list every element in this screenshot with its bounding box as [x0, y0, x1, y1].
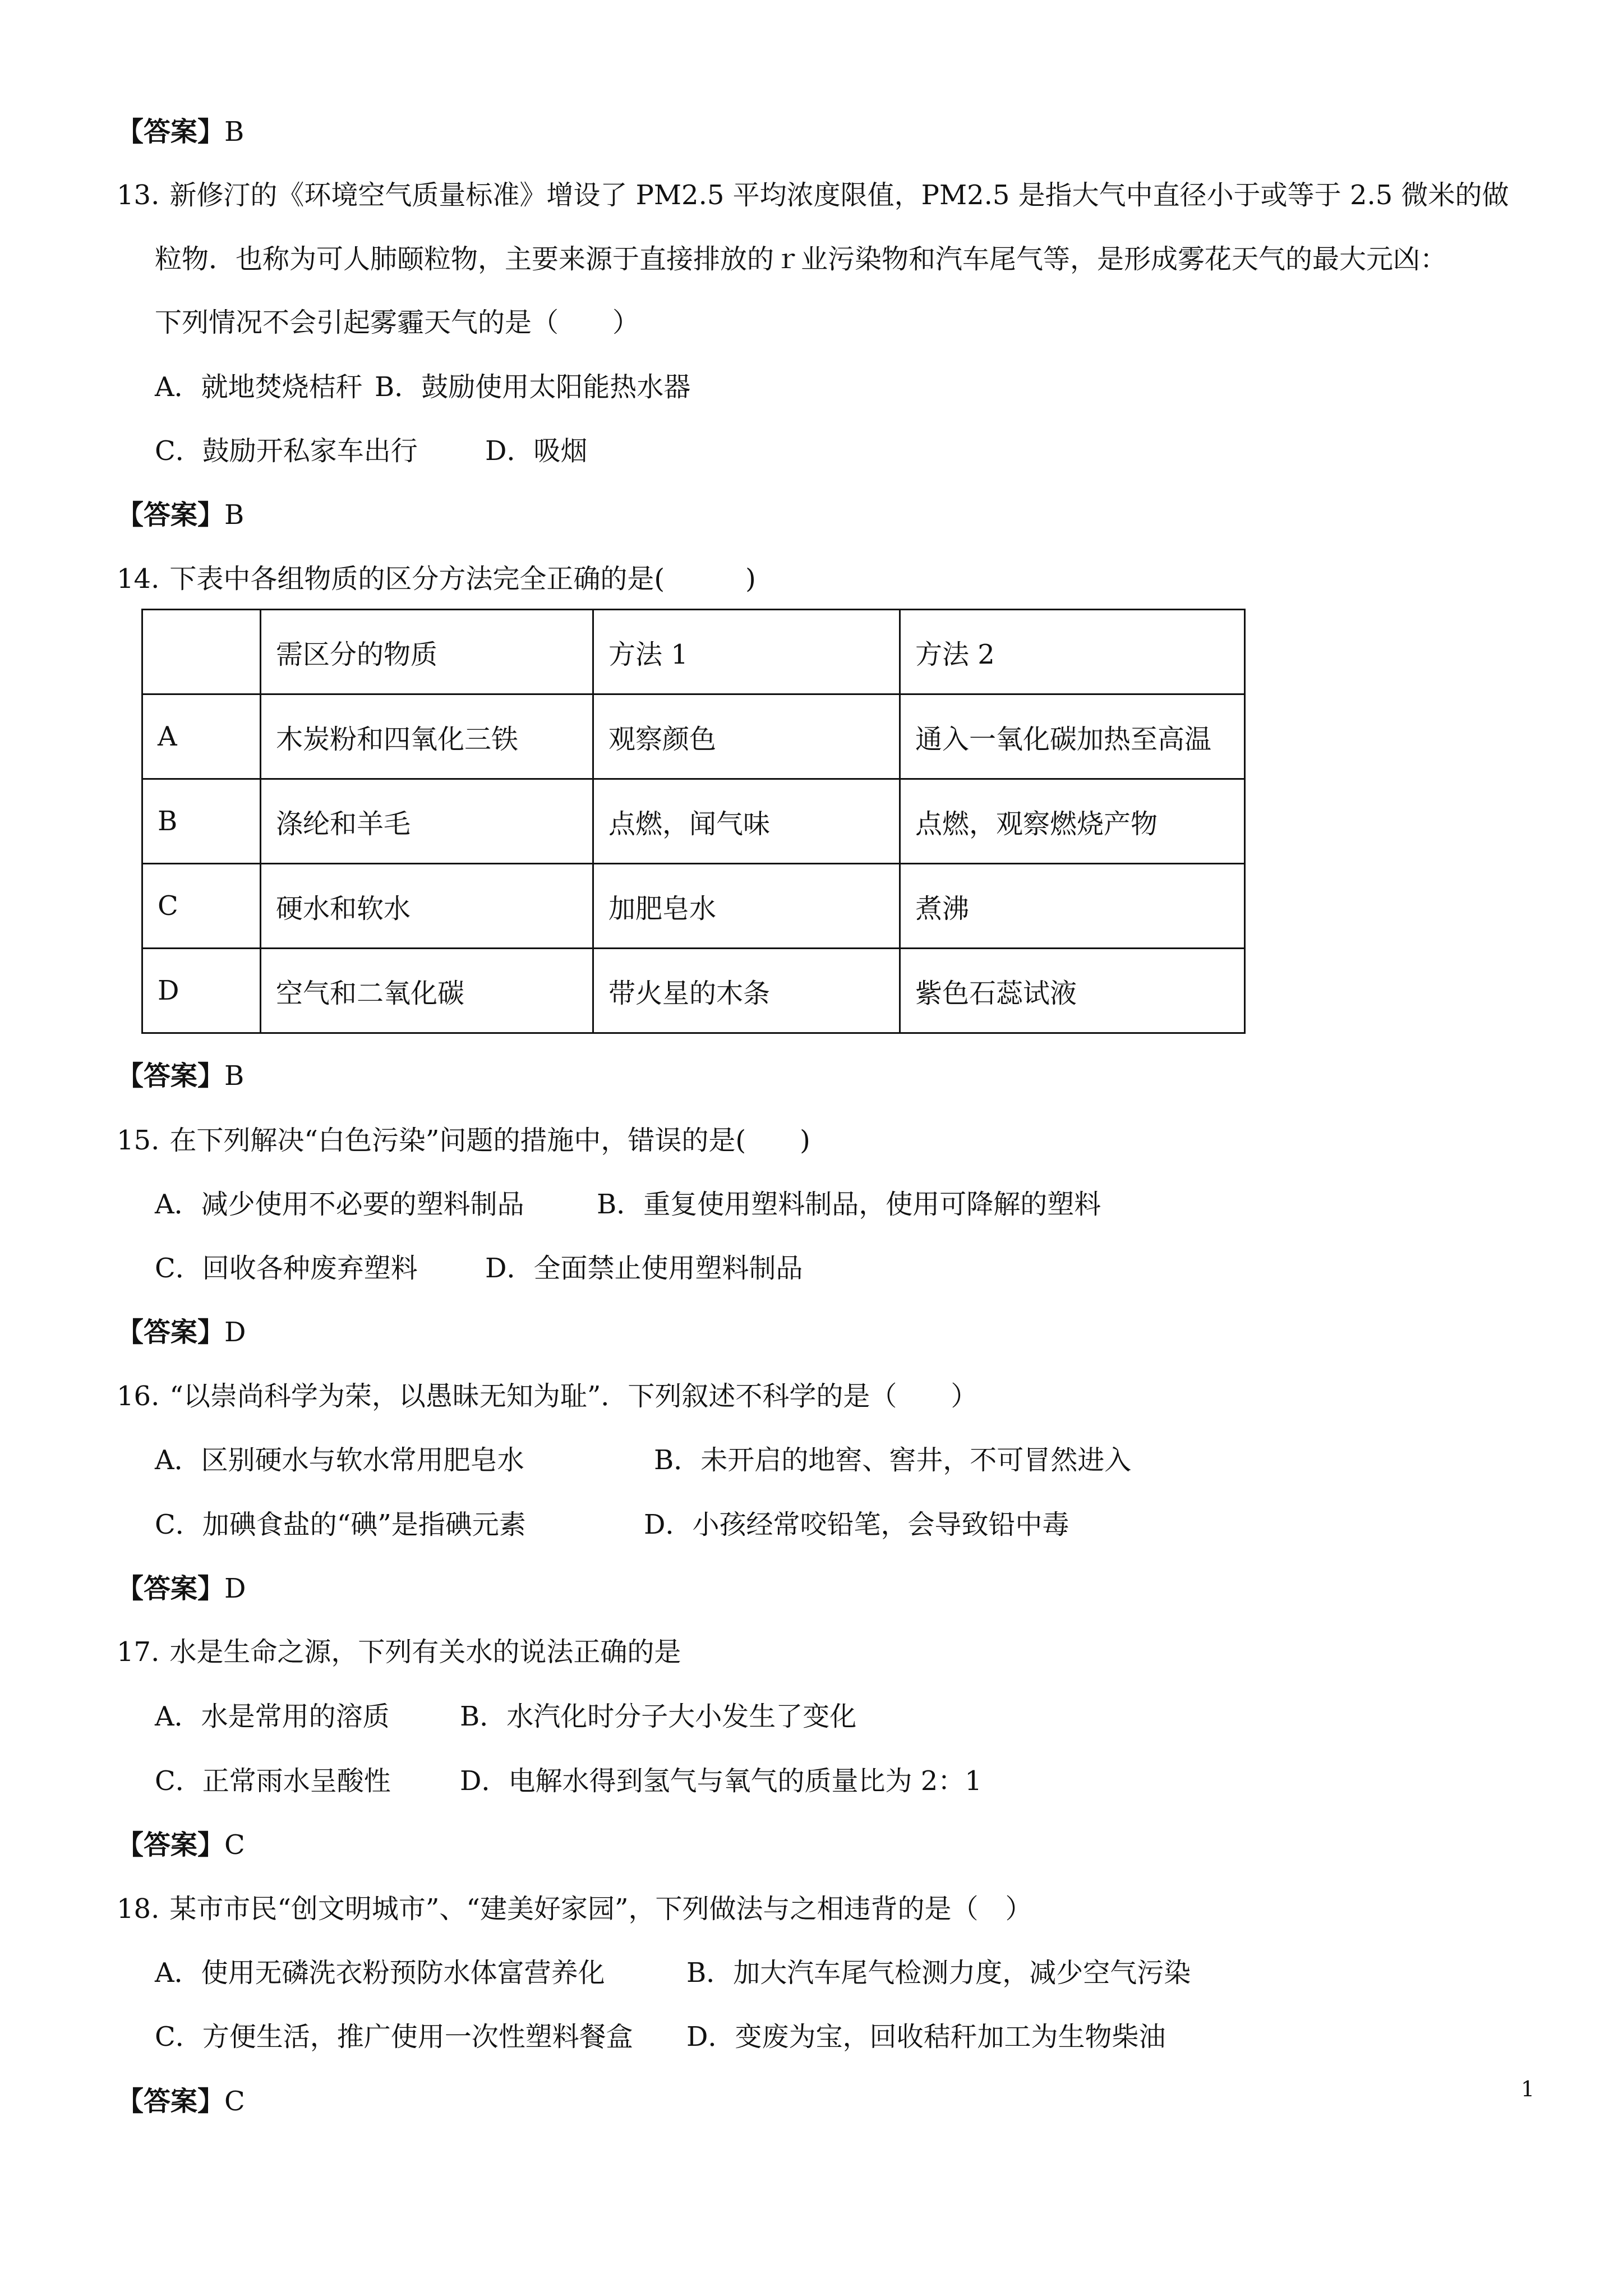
question-13-line-2: 粒物．也称为可人肺颐粒物，主要来源于直接排放的ｒ业污染物和汽车尾气等，是形成雾花天气的最大元凶： — [155, 243, 1447, 275]
table-cell: B — [142, 779, 261, 864]
answer-line — [117, 115, 244, 149]
table-row — [142, 864, 1245, 949]
question-16-line — [117, 1379, 978, 1413]
table-header-row — [142, 610, 1245, 694]
question-number: 16. — [117, 1381, 160, 1412]
answer-value: C — [224, 2086, 245, 2117]
table-row — [142, 949, 1245, 1033]
question-17-options-cd — [155, 1764, 982, 1798]
question-16-options-cd — [155, 1508, 1069, 1542]
question-text: “以崇尚科学为荣，以愚昧无知为耻”．下列叙述不科学的是（ ） — [169, 1381, 978, 1412]
table-row — [142, 694, 1245, 779]
option-d: D．小孩经常咬铅笔，会导致铅中毒 — [644, 1509, 1069, 1540]
table-cell: A — [142, 694, 261, 779]
question-13-options-ab — [155, 370, 690, 404]
answer-line — [117, 1572, 246, 1605]
answer-value: B — [224, 499, 245, 531]
question-18-options-ab — [155, 1956, 1191, 1990]
answer-value: B — [224, 1060, 245, 1092]
question-text: 新修汀的《环境空气质量标准》增设了 PM2.5 平均浓度限值，PM2.5 是指大气中直径小于或等于 2.5 微米的做 — [169, 180, 1509, 211]
option-a: A．使用无磷洗衣粉预防水体富营养化 — [155, 1957, 605, 1989]
table-cell: 带火星的木条 — [593, 949, 900, 1033]
option-a: A．区别硬水与软水常用肥皂水 — [155, 1444, 524, 1476]
table-header-cell: 方法 1 — [593, 610, 900, 694]
answer-value: C — [224, 1829, 245, 1861]
question-13-options-cd — [155, 434, 588, 468]
option-b: B．加大汽车尾气检测力度，减少空气污染 — [686, 1957, 1191, 1989]
question-18-line — [117, 1892, 1032, 1926]
table-cell: 加肥皂水 — [593, 864, 900, 949]
option-c: C．加碘食盐的“碘”是指碘元素 — [155, 1509, 526, 1540]
table-cell: 通入一氧化碳加热至高温 — [900, 694, 1245, 779]
answer-value: D — [224, 1317, 246, 1348]
answer-label: 【答案】 — [117, 1829, 225, 1861]
answer-line — [117, 498, 244, 532]
option-c: C．鼓励开私家车出行 — [155, 435, 418, 467]
table-header-cell: 方法 2 — [900, 610, 1245, 694]
answer-label: 【答案】 — [117, 1573, 225, 1604]
table-cell: 煮沸 — [900, 864, 1245, 949]
answer-value: B — [224, 116, 245, 148]
option-d: D．变废为宝，回收秸秆加工为生物柴油 — [686, 2021, 1166, 2053]
answer-line — [117, 2085, 245, 2118]
answer-label: 【答案】 — [117, 2086, 225, 2117]
option-d: D．全面禁止使用塑料制品 — [485, 1253, 803, 1284]
page-number: 1 — [1521, 2077, 1535, 2101]
answer-label: 【答案】 — [117, 1060, 225, 1092]
question-text: 水是生命之源，下列有关水的说法正确的是 — [169, 1636, 681, 1668]
question-14-line — [117, 562, 756, 596]
answer-label: 【答案】 — [117, 116, 225, 148]
option-a: A．水是常用的溶质 — [155, 1701, 390, 1732]
question-number: 13. — [117, 180, 160, 211]
table-cell: 空气和二氧化碳 — [261, 949, 593, 1033]
answer-label: 【答案】 — [117, 499, 225, 531]
option-d: D．吸烟 — [485, 435, 588, 467]
question-number: 18. — [117, 1893, 160, 1925]
question-15-line — [117, 1124, 810, 1157]
option-b: B．水汽化时分子大小发生了变化 — [460, 1701, 857, 1732]
option-c: C．回收各种废弃塑料 — [155, 1253, 418, 1284]
option-a: A．就地焚烧桔秆 — [155, 371, 363, 403]
table-cell: 硬水和软水 — [261, 864, 593, 949]
question-number: 17. — [117, 1636, 160, 1668]
answer-value: D — [224, 1573, 246, 1604]
answer-label: 【答案】 — [117, 1317, 225, 1348]
answer-line — [117, 1315, 246, 1349]
option-c: C．正常雨水呈酸性 — [155, 1765, 391, 1797]
table-cell: D — [142, 949, 261, 1033]
table-cell: C — [142, 864, 261, 949]
question-15-options-cd — [155, 1251, 803, 1285]
comparison-table — [141, 609, 1246, 1034]
question-number: 14. — [117, 563, 160, 595]
question-text: 在下列解决“白色污染”问题的措施中，错误的是( ) — [169, 1125, 810, 1156]
answer-line — [117, 1059, 244, 1093]
table-cell: 点燃，闻气味 — [593, 779, 900, 864]
option-d: D．电解水得到氢气与氧气的质量比为 2：1 — [460, 1765, 982, 1797]
question-text: 下表中各组物质的区分方法完全正确的是( ) — [169, 563, 756, 595]
question-17-line — [117, 1635, 681, 1669]
question-15-options-ab — [155, 1188, 1101, 1221]
question-text: 某市市民“创文明城市”、“建美好家园”，下列做法与之相违背的是（ ） — [169, 1893, 1032, 1925]
question-13-line-3: 下列情况不会引起雾霾天气的是（ ） — [155, 307, 640, 338]
table-header-cell: 需区分的物质 — [261, 610, 593, 694]
question-number: 15. — [117, 1125, 160, 1156]
table-cell: 涤纶和羊毛 — [261, 779, 593, 864]
question-18-options-cd — [155, 2020, 1166, 2054]
option-a: A．减少使用不必要的塑料制品 — [155, 1189, 524, 1220]
table-cell: 观察颜色 — [593, 694, 900, 779]
table-header-cell — [142, 610, 261, 694]
answer-line — [117, 1828, 245, 1862]
table-cell: 木炭粉和四氧化三铁 — [261, 694, 593, 779]
table-cell: 紫色石蕊试液 — [900, 949, 1245, 1033]
table-row — [142, 779, 1245, 864]
question-17-options-ab — [155, 1700, 856, 1733]
option-b: B．未开启的地窖、窖井，不可冒然进入 — [654, 1444, 1132, 1476]
table-cell: 点燃，观察燃烧产物 — [900, 779, 1245, 864]
question-16-options-ab — [155, 1443, 1131, 1477]
option-b: B．重复使用塑料制品，使用可降解的塑料 — [597, 1189, 1101, 1220]
option-c: C．方便生活，推广使用一次性塑料餐盒 — [155, 2021, 633, 2053]
option-b: B．鼓励使用太阳能热水器 — [375, 371, 691, 403]
question-13-line-1 — [117, 178, 1509, 212]
